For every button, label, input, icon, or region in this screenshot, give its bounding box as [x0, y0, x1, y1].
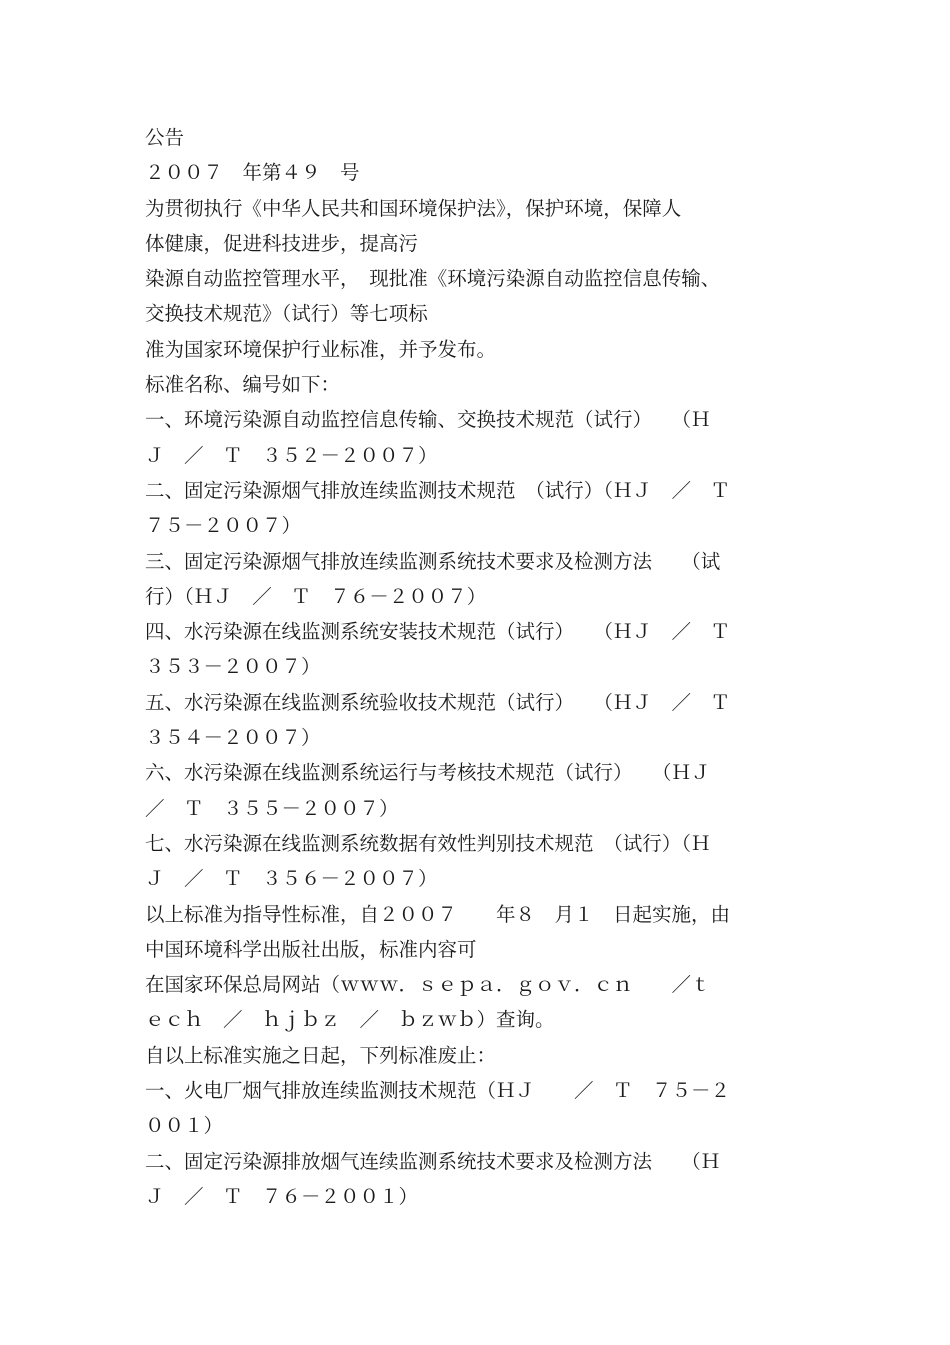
repealed-item-2-code: Ｊ ／ Ｔ ７６－２００１）: [145, 1184, 419, 1208]
standard-item-7: 七、水污染源在线监测系统数据有效性判别技术规范 （试行）（Ｈ: [145, 831, 711, 855]
standard-item-7-code: Ｊ ／ Ｔ ３５６－２００７）: [145, 867, 438, 891]
paragraph-line: 为贯彻执行《中华人民共和国环境保护法》，保护环境，保障人: [145, 196, 682, 220]
standard-item-3: 三、固定污染源烟气排放连续监测系统技术要求及检测方法 （试: [145, 549, 721, 573]
standard-item-2: 二、固定污染源烟气排放连续监测技术规范 （试行）（ＨＪ ／ Ｔ: [145, 478, 731, 502]
repealed-item-2: 二、固定污染源排放烟气连续监测系统技术要求及检测方法 （Ｈ: [145, 1149, 721, 1173]
website-line: 在国家环保总局网站（ｗｗｗ．ｓｅｐａ．ｇｏｖ．ｃｎ ／ｔ: [145, 973, 711, 997]
repealed-item-1-code: ００１）: [145, 1114, 224, 1138]
standard-item-1: 一、环境污染源自动监控信息传输、交换技术规范（试行） （Ｈ: [145, 408, 711, 432]
list-heading: 标准名称、编号如下：: [145, 373, 341, 397]
document-body: [145, 120, 810, 1214]
notice-number: ２００７ 年第４９ 号: [145, 161, 360, 185]
standard-item-2-code: ７５－２００７）: [145, 514, 302, 538]
standard-item-5: 五、水污染源在线监测系统验收技术规范（试行） （ＨＪ ／ Ｔ: [145, 690, 731, 714]
standard-item-4-code: ３５３－２００７）: [145, 655, 321, 679]
paragraph-line: 交换技术规范》（试行）等七项标: [145, 302, 428, 326]
paragraph-line: 体健康，促进科技进步，提高污: [145, 231, 419, 255]
standard-item-4: 四、水污染源在线监测系统安装技术规范（试行） （ＨＪ ／ Ｔ: [145, 620, 731, 644]
notice-title: 公告: [145, 126, 185, 149]
standard-item-6-code: ／ Ｔ ３５５－２００７）: [145, 796, 399, 820]
paragraph-line: 准为国家环境保护行业标准，并予发布。: [145, 337, 497, 361]
standard-item-6: 六、水污染源在线监测系统运行与考核技术规范（试行） （ＨＪ: [145, 761, 711, 785]
paragraph-line: 染源自动监控管理水平， 现批准《环境污染源自动监控信息传输、: [145, 267, 721, 291]
repeal-heading: 自以上标准实施之日起，下列标准废止：: [145, 1043, 497, 1067]
paragraph-line: 中国环境科学出版社出版，标准内容可: [145, 937, 477, 961]
repealed-item-1: 一、火电厂烟气排放连续监测技术规范（ＨＪ ／ Ｔ ７５－２: [145, 1079, 731, 1103]
standard-item-3-code: 行）（ＨＪ ／ Ｔ ７６－２００７）: [145, 584, 487, 608]
paragraph-line: 以上标准为指导性标准，自２００７ 年８ 月１ 日起实施，由: [145, 902, 731, 926]
website-line: ｅｃｈ ／ ｈｊｂｚ ／ ｂｚｗｂ）查询。: [145, 1008, 555, 1032]
standard-item-5-code: ３５４－２００７）: [145, 726, 321, 750]
standard-item-1-code: Ｊ ／ Ｔ ３５２－２００７）: [145, 443, 438, 467]
